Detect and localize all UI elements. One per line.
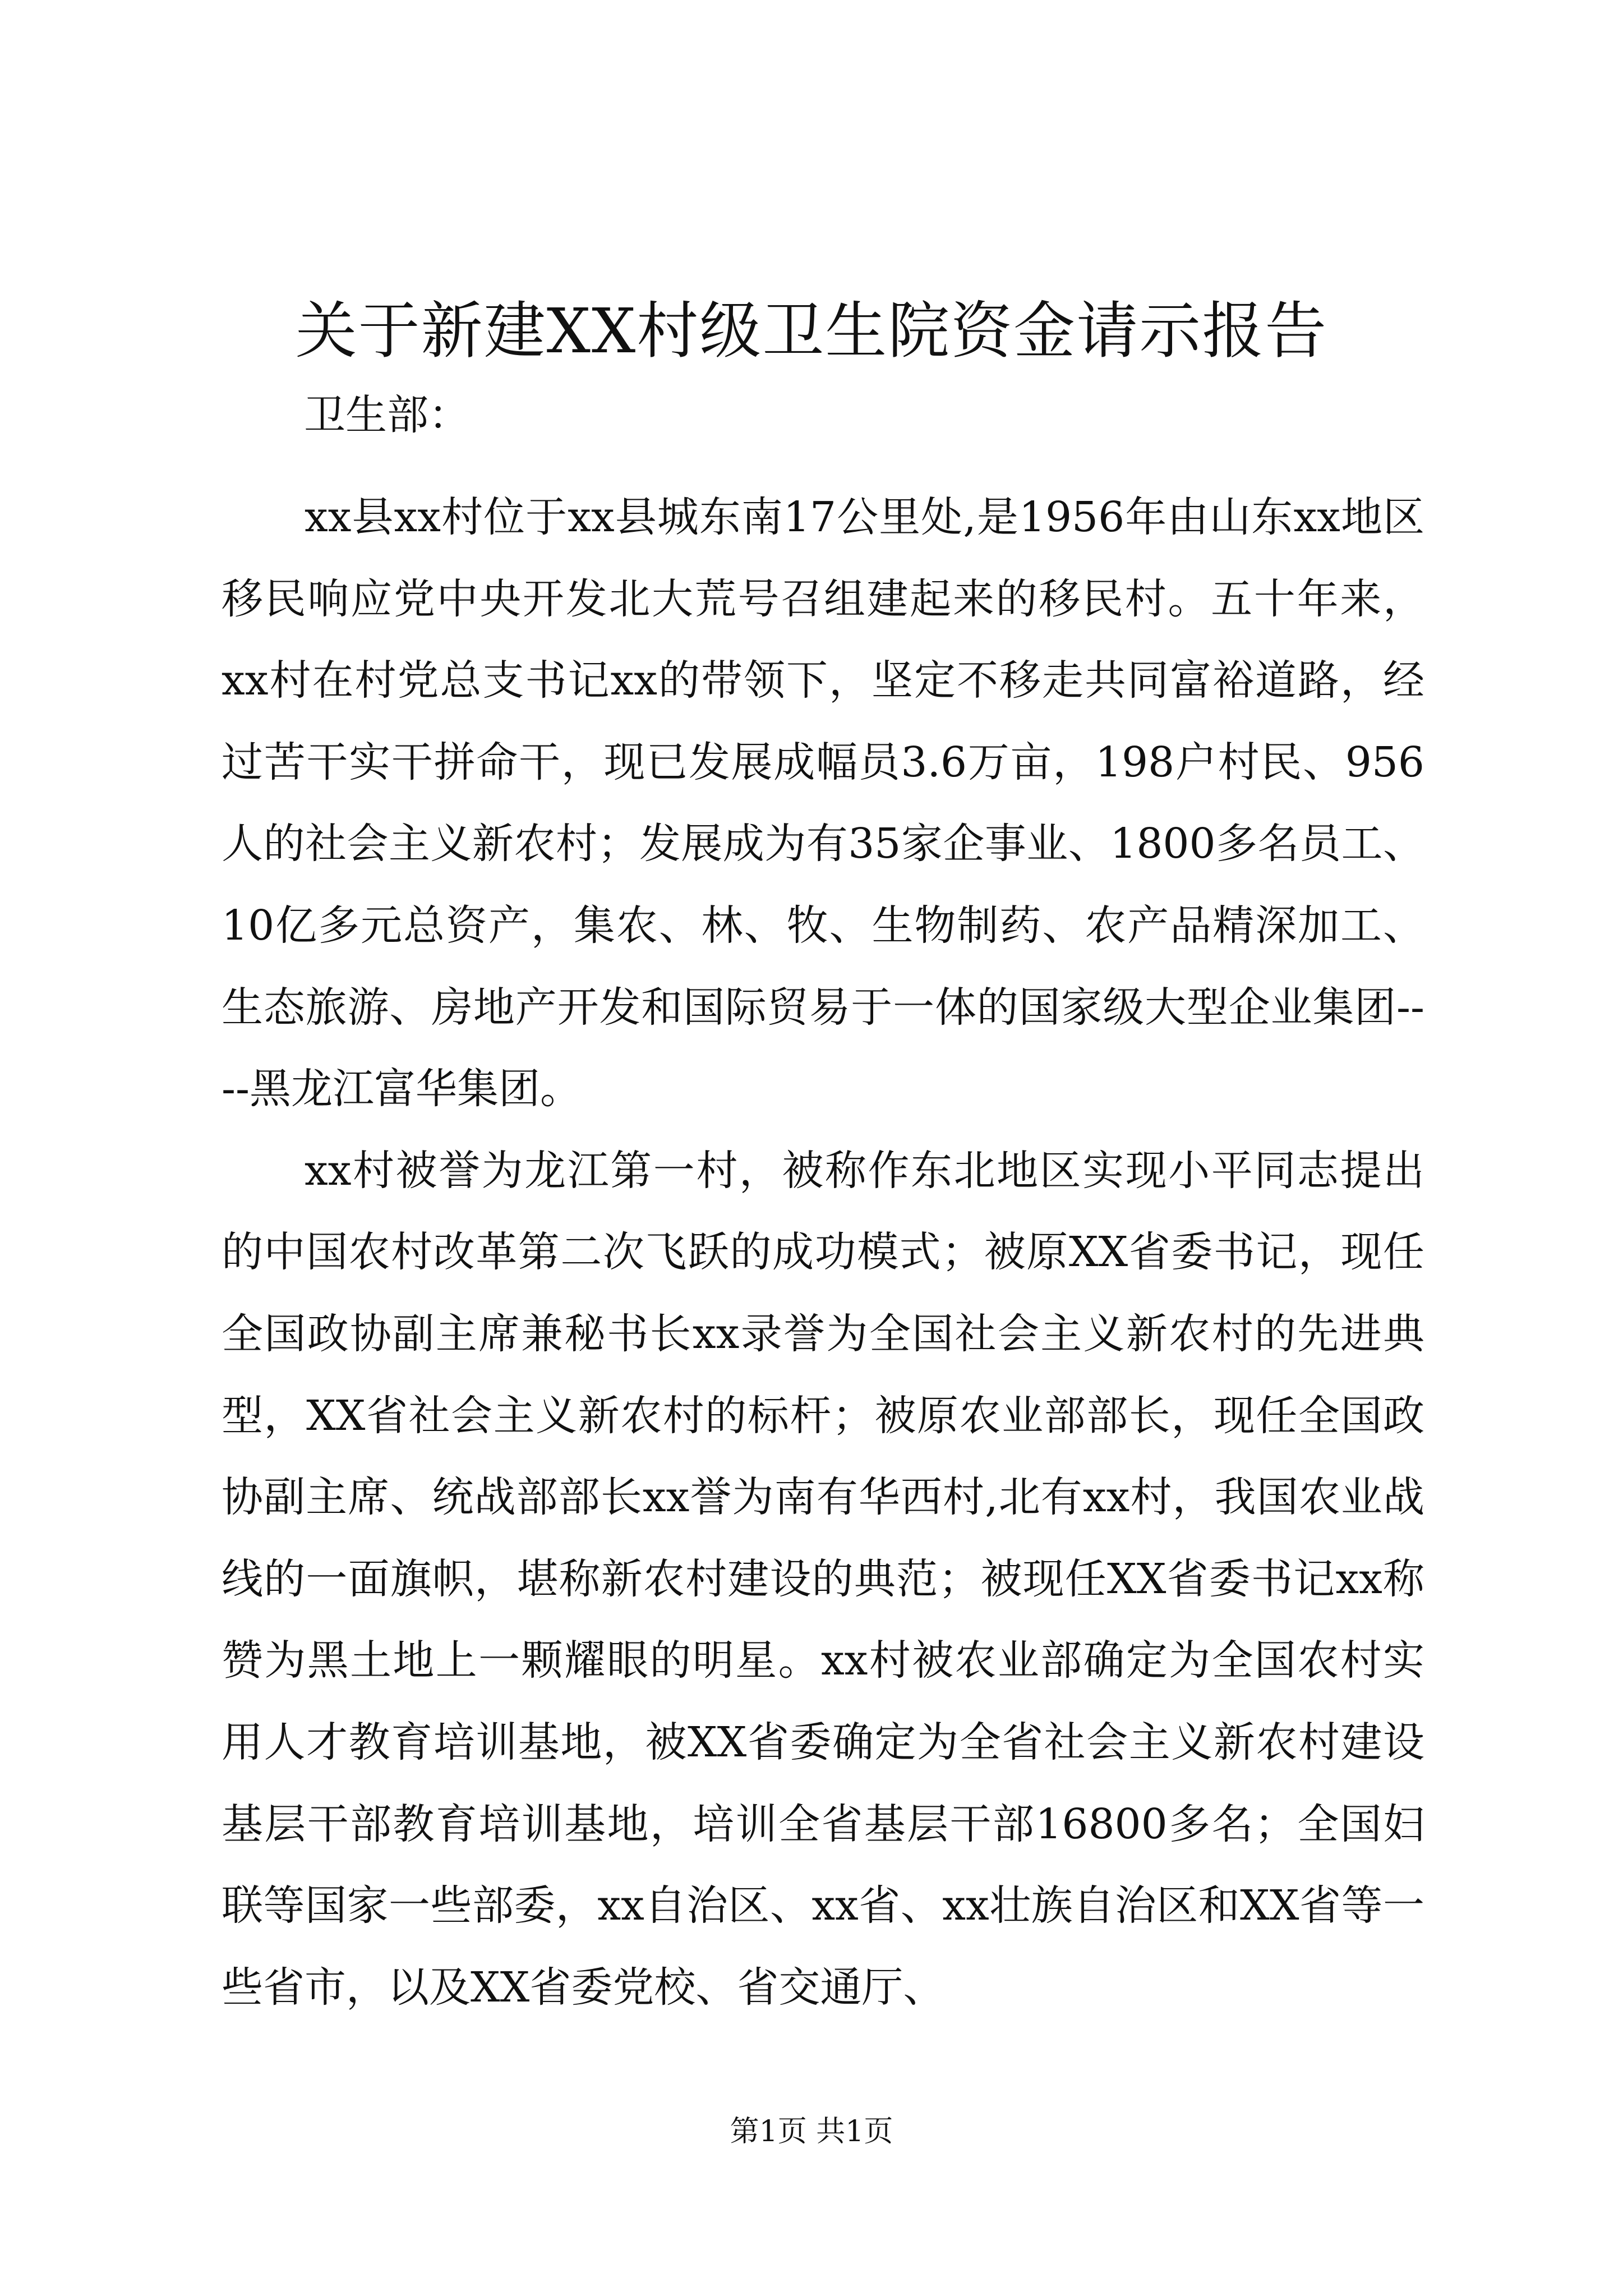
paragraph-1: xx县xx村位于xx县城东南17公里处,是1956年由山东xx地区移民响应党中央开发北大荒号召组建起来的移民村。五十年来，xx村在村党总支书记xx的带领下，坚定不移走共同富裕道路，经过苦干实干拼命干，现已发展成幅员3.6万亩，198户村民、956人的社会主义新农村；发展成为有35家企事业、1800多名员工、10亿多元总资产，集农、林、牧、生物制药、农产品精深加工、生态旅游、房地产开发和国际贸易于一体的国家级大型企业集团----黑龙江富华集团。 <box>222 493 1424 1114</box>
document-title: 关于新建XX村级卫生院资金请示报告 <box>295 295 1328 367</box>
document-body <box>222 477 1424 2028</box>
salutation: 卫生部： <box>304 391 470 439</box>
page-footer: 第1页 共1页 <box>730 2115 893 2148</box>
paragraph-2: xx村被誉为龙江第一村，被称作东北地区实现小平同志提出的中国农村改革第二次飞跃的成功模式；被原XX省委书记，现任全国政协副主席兼秘书长xx录誉为全国社会主义新农村的先进典型，XX省社会主义新农村的标杆；被原农业部部长，现任全国政协副主席、统战部部长xx誉为南有华西村,北有xx村，我国农业战线的一面旗帜，堪称新农村建设的典范；被现任XX省委书记xx称赞为黑土地上一颗耀眼的明星。xx村被农业部确定为全国农村实用人才教育培训基地，被XX省委确定为全省社会主义新农村建设基层干部教育培训基地，培训全省基层干部16800多名；全国妇联等国家一些部委，xx自治区、xx省、xx壮族自治区和XX省等一些省市，以及XX省委党校、省交通厅、 <box>222 1146 1424 2012</box>
